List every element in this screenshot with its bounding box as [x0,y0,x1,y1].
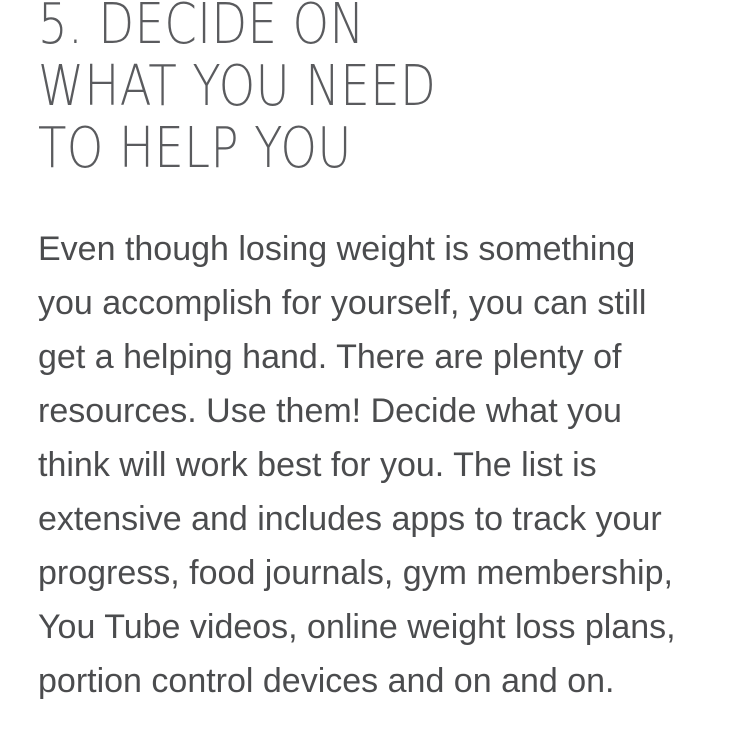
heading-line-1: 5. DECIDE ON [38,0,365,57]
heading-line-3: TO HELP YOU [38,116,352,181]
paragraph-line-4: resources. Use them! Decide what you [38,392,622,430]
paragraph-line-6: extensive and includes apps to track your [38,500,662,538]
paragraph-line-3: get a helping hand. There are plenty of [38,338,622,376]
body-paragraph [38,222,722,708]
paragraph-line-2: you accomplish for yourself, you can still [38,284,647,322]
paragraph-line-7: progress, food journals, gym membership, [38,554,673,592]
paragraph-line-5: think will work best for you. The list is [38,446,597,484]
heading-line-2: WHAT YOU NEED [38,54,437,119]
paragraph-line-8: You Tube videos, online weight loss plans, [38,608,676,646]
section-heading [38,0,606,180]
paragraph-line-1: Even though losing weight is something [38,230,636,268]
paragraph-line-9: portion control devices and on and on. [38,662,615,700]
